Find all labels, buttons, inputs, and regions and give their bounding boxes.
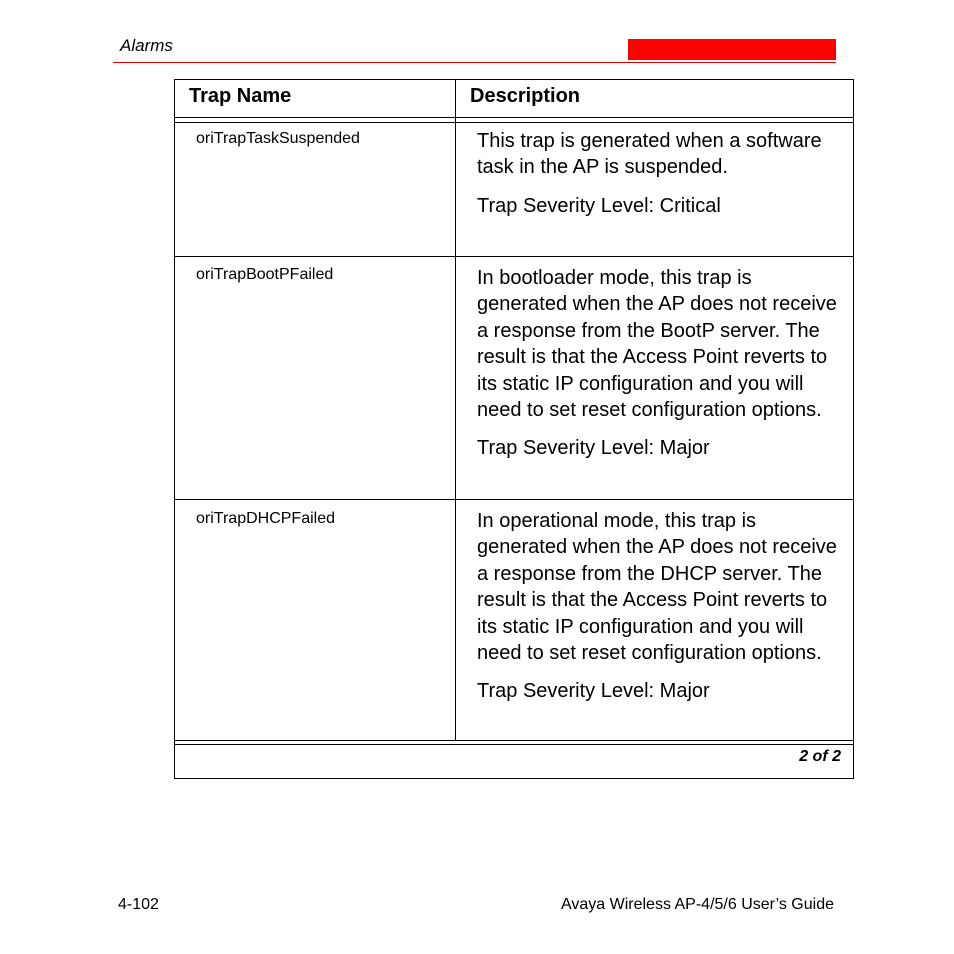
- description-cell: [477, 265, 847, 462]
- row-divider: [175, 499, 853, 500]
- description-text: In bootloader mode, this trap is generated when the AP does not receive a response from the BootP server. The result is that the Access Point reverts to its static IP configuration and you will need to set reset configuration options.: [477, 267, 837, 422]
- trap-table: [174, 79, 854, 779]
- column-header-trap-name: Trap Name: [189, 85, 292, 107]
- description-cell: [477, 128, 847, 219]
- column-divider-body: [455, 122, 456, 740]
- trap-name-cell: oriTrapDHCPFailed: [196, 510, 335, 527]
- header-rule-bottom: [175, 122, 853, 123]
- severity-text: Trap Severity Level: Major: [477, 680, 710, 703]
- section-title: Alarms: [120, 36, 173, 55]
- guide-title: Avaya Wireless AP-4/5/6 User’s Guide: [560, 896, 834, 913]
- column-header-description: Description: [470, 85, 581, 107]
- trap-name-cell: oriTrapBootPFailed: [196, 266, 334, 283]
- table-footer-rule-bottom: [175, 744, 853, 745]
- header-rule-top: [175, 117, 853, 118]
- page-number: 4-102: [118, 896, 159, 913]
- table-page-marker: 2 of 2: [799, 748, 841, 765]
- column-divider-header: [455, 80, 456, 122]
- severity-text: Trap Severity Level: Major: [477, 437, 710, 460]
- description-cell: [477, 508, 847, 705]
- row-divider: [175, 256, 853, 257]
- table-footer-rule-top: [175, 740, 853, 741]
- description-text: This trap is generated when a software task in the AP is suspended.: [477, 130, 822, 179]
- trap-name-cell: oriTrapTaskSuspended: [196, 130, 360, 147]
- header-accent-bar: [628, 39, 836, 60]
- description-text: In operational mode, this trap is generated when the AP does not receive a response from the DHCP server. The result is that the Access Point reverts to its static IP configuration and you will need to set reset configuration options.: [477, 510, 837, 665]
- header-rule: [113, 62, 836, 63]
- severity-text: Trap Severity Level: Critical: [477, 194, 721, 217]
